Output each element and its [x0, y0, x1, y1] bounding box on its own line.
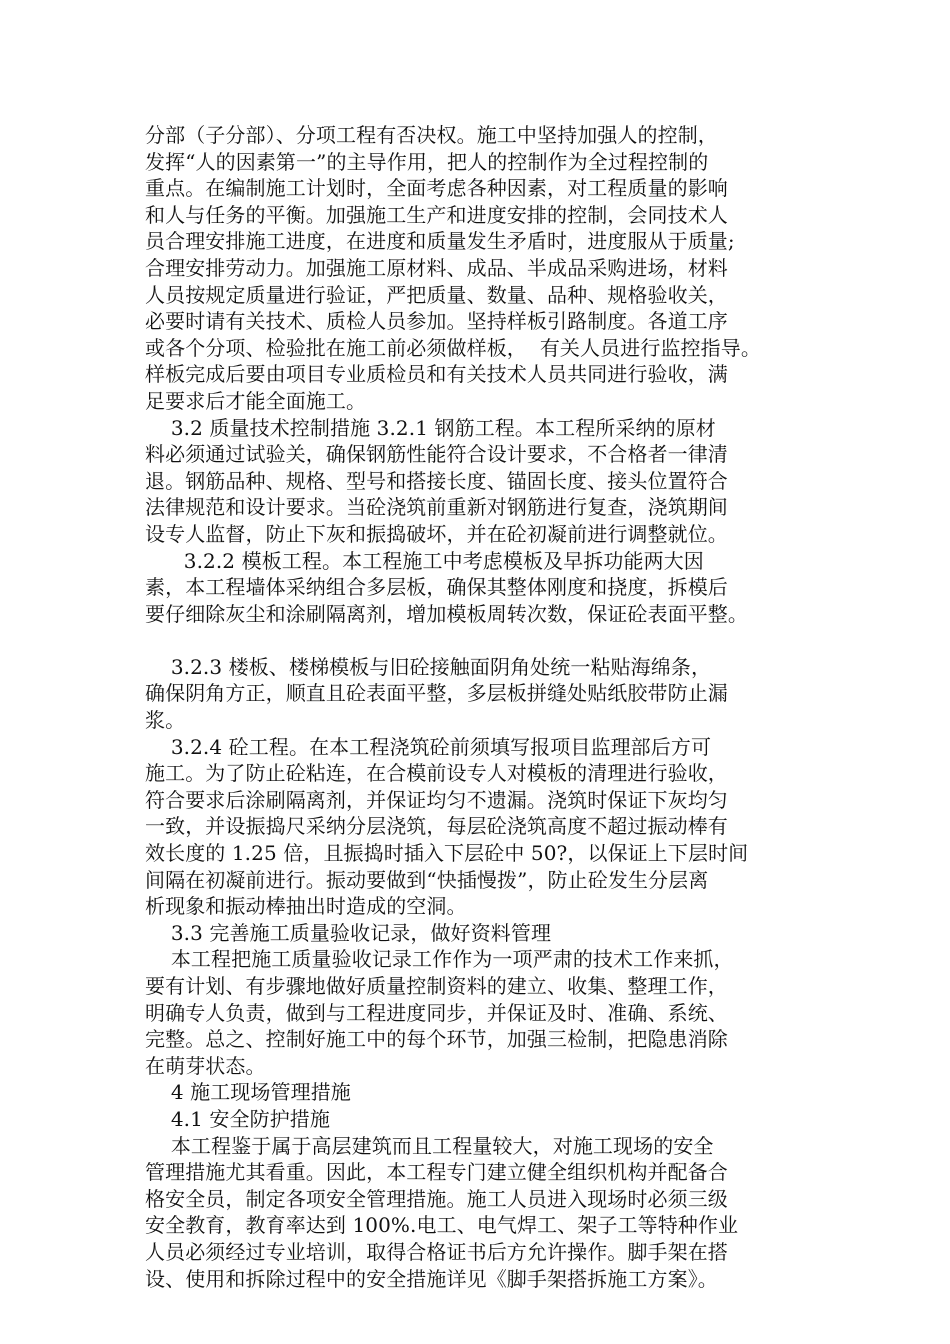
- text-line: 间隔在初凝前进行。振动要做到“快插慢拨”，防止砼发生分层离: [145, 867, 709, 892]
- section-heading-line: 4.1 安全防护措施: [145, 1106, 330, 1131]
- text-line: 足要求后才能全面施工。: [145, 388, 367, 413]
- text-line: 3.2.2 模板工程。本工程施工中考虑模板及早拆功能两大因: [145, 548, 704, 573]
- text-line: 素，本工程墙体采纳组合多层板，确保其整体刚度和挠度，拆模后: [145, 575, 728, 600]
- text-line: 员合理安排施工进度，在进度和质量发生矛盾时，进度服从于质量;: [145, 229, 735, 254]
- text-line: 明确专人负责，做到与工程进度同步，并保证及时、准确、系统、: [145, 1000, 728, 1025]
- text-line: 人员按规定质量进行验证，严把质量、数量、品种、规格验收关，: [145, 282, 728, 307]
- text-line: 设专人监督，防止下灰和振捣破坏，并在砼初凝前进行调整就位。: [145, 521, 728, 546]
- section-heading-line: 3.2 质量技术控制措施 3.2.1 钢筋工程。本工程所采纳的原材: [145, 415, 716, 440]
- text-line: 管理措施尤其看重。因此，本工程专门建立健全组织机构并配备合: [145, 1160, 728, 1185]
- blank-line: [145, 627, 805, 654]
- text-line: 在萌芽状态。: [145, 1053, 266, 1078]
- section-heading-line: 3.3 完善施工质量验收记录，做好资料管理: [145, 920, 552, 945]
- text-line: 退。钢筋品种、规格、型号和搭接长度、锚固长度、接头位置符合: [145, 468, 728, 493]
- text-line: 合理安排劳动力。加强施工原材料、成品、半成品采购进场，材料: [145, 255, 728, 280]
- text-line: 符合要求后涂刷隔离剂，并保证均匀不遗漏。浇筑时保证下灰均匀: [145, 787, 728, 812]
- text-line: 人员必须经过专业培训，取得合格证书后方允许操作。脚手架在搭: [145, 1239, 728, 1264]
- text-line: 格安全员，制定各项安全管理措施。施工人员进入现场时必须三级: [145, 1186, 728, 1211]
- text-line: 要有计划、有步骤地做好质量控制资料的建立、收集、整理工作，: [145, 974, 728, 998]
- text-line: 设、使用和拆除过程中的安全措施详见《脚手架搭拆施工方案》。: [145, 1266, 718, 1291]
- text-line: 发挥“人的因素第一”的主导作用，把人的控制作为全过程控制的: [145, 149, 709, 174]
- text-line: 析现象和振动棒抽出时造成的空洞。: [145, 894, 467, 919]
- text-line: 重点。在编制施工计划时，全面考虑各种因素，对工程质量的影响: [145, 176, 728, 201]
- text-line: 安全教育，教育率达到 100%.电工、电气焊工、架子工等特种作业: [145, 1213, 739, 1238]
- text-line: 和人与任务的平衡。加强施工生产和进度安排的控制，会同技术人: [145, 202, 728, 227]
- text-line: 样板完成后要由项目专业质检员和有关技术人员共同进行验收，满: [145, 362, 728, 387]
- text-line: 分部（子分部）、分项工程有否决权。施工中坚持加强人的控制，: [145, 123, 718, 147]
- text-line: 或各个分项、检验批在施工前必须做样板， 有关人员进行监控指导。: [145, 335, 761, 360]
- text-line: 料必须通过试验关，确保钢筋性能符合设计要求，不合格者一律清: [145, 442, 728, 467]
- text-line: 一致，并设振捣尺采纳分层浇筑，每层砼浇筑高度不超过振动棒有: [145, 814, 728, 839]
- text-line: 3.2.4 砼工程。在本工程浇筑砼前须填写报项目监理部后方可: [145, 734, 712, 759]
- text-line: 确保阴角方正，顺直且砼表面平整，多层板拼缝处贴纸胶带防止漏: [145, 681, 728, 706]
- text-line: 本工程把施工质量验收记录工作作为一项严肃的技术工作来抓，: [145, 947, 734, 972]
- text-line: 法律规范和设计要求。当砼浇筑前重新对钢筋进行复查，浇筑期间: [145, 495, 728, 520]
- text-line: 本工程鉴于属于高层建筑而且工程量较大，对施工现场的安全: [145, 1133, 714, 1158]
- section-heading-line: 4 施工现场管理措施: [145, 1080, 351, 1105]
- text-line: 浆。: [145, 708, 186, 733]
- text-line: 完整。总之、控制好施工中的每个环节，加强三检制，把隐患消除: [145, 1027, 728, 1052]
- text-line: 施工。为了防止砼粘连，在合模前设专人对模板的清理进行验收，: [145, 761, 728, 786]
- document-page: [145, 122, 805, 1292]
- text-line: 必要时请有关技术、质检人员参加。坚持样板引路制度。各道工序: [145, 309, 728, 334]
- text-line: 要仔细除灰尘和涂刷隔离剂，增加模板周转次数，保证砼表面平整。: [145, 601, 748, 626]
- text-line: 效长度的 1.25 倍，且振捣时插入下层砼中 50?，以保证上下层时间: [145, 841, 749, 866]
- text-line: 3.2.3 楼板、楼梯模板与旧砼接触面阴角处统一粘贴海绵条，: [145, 654, 712, 679]
